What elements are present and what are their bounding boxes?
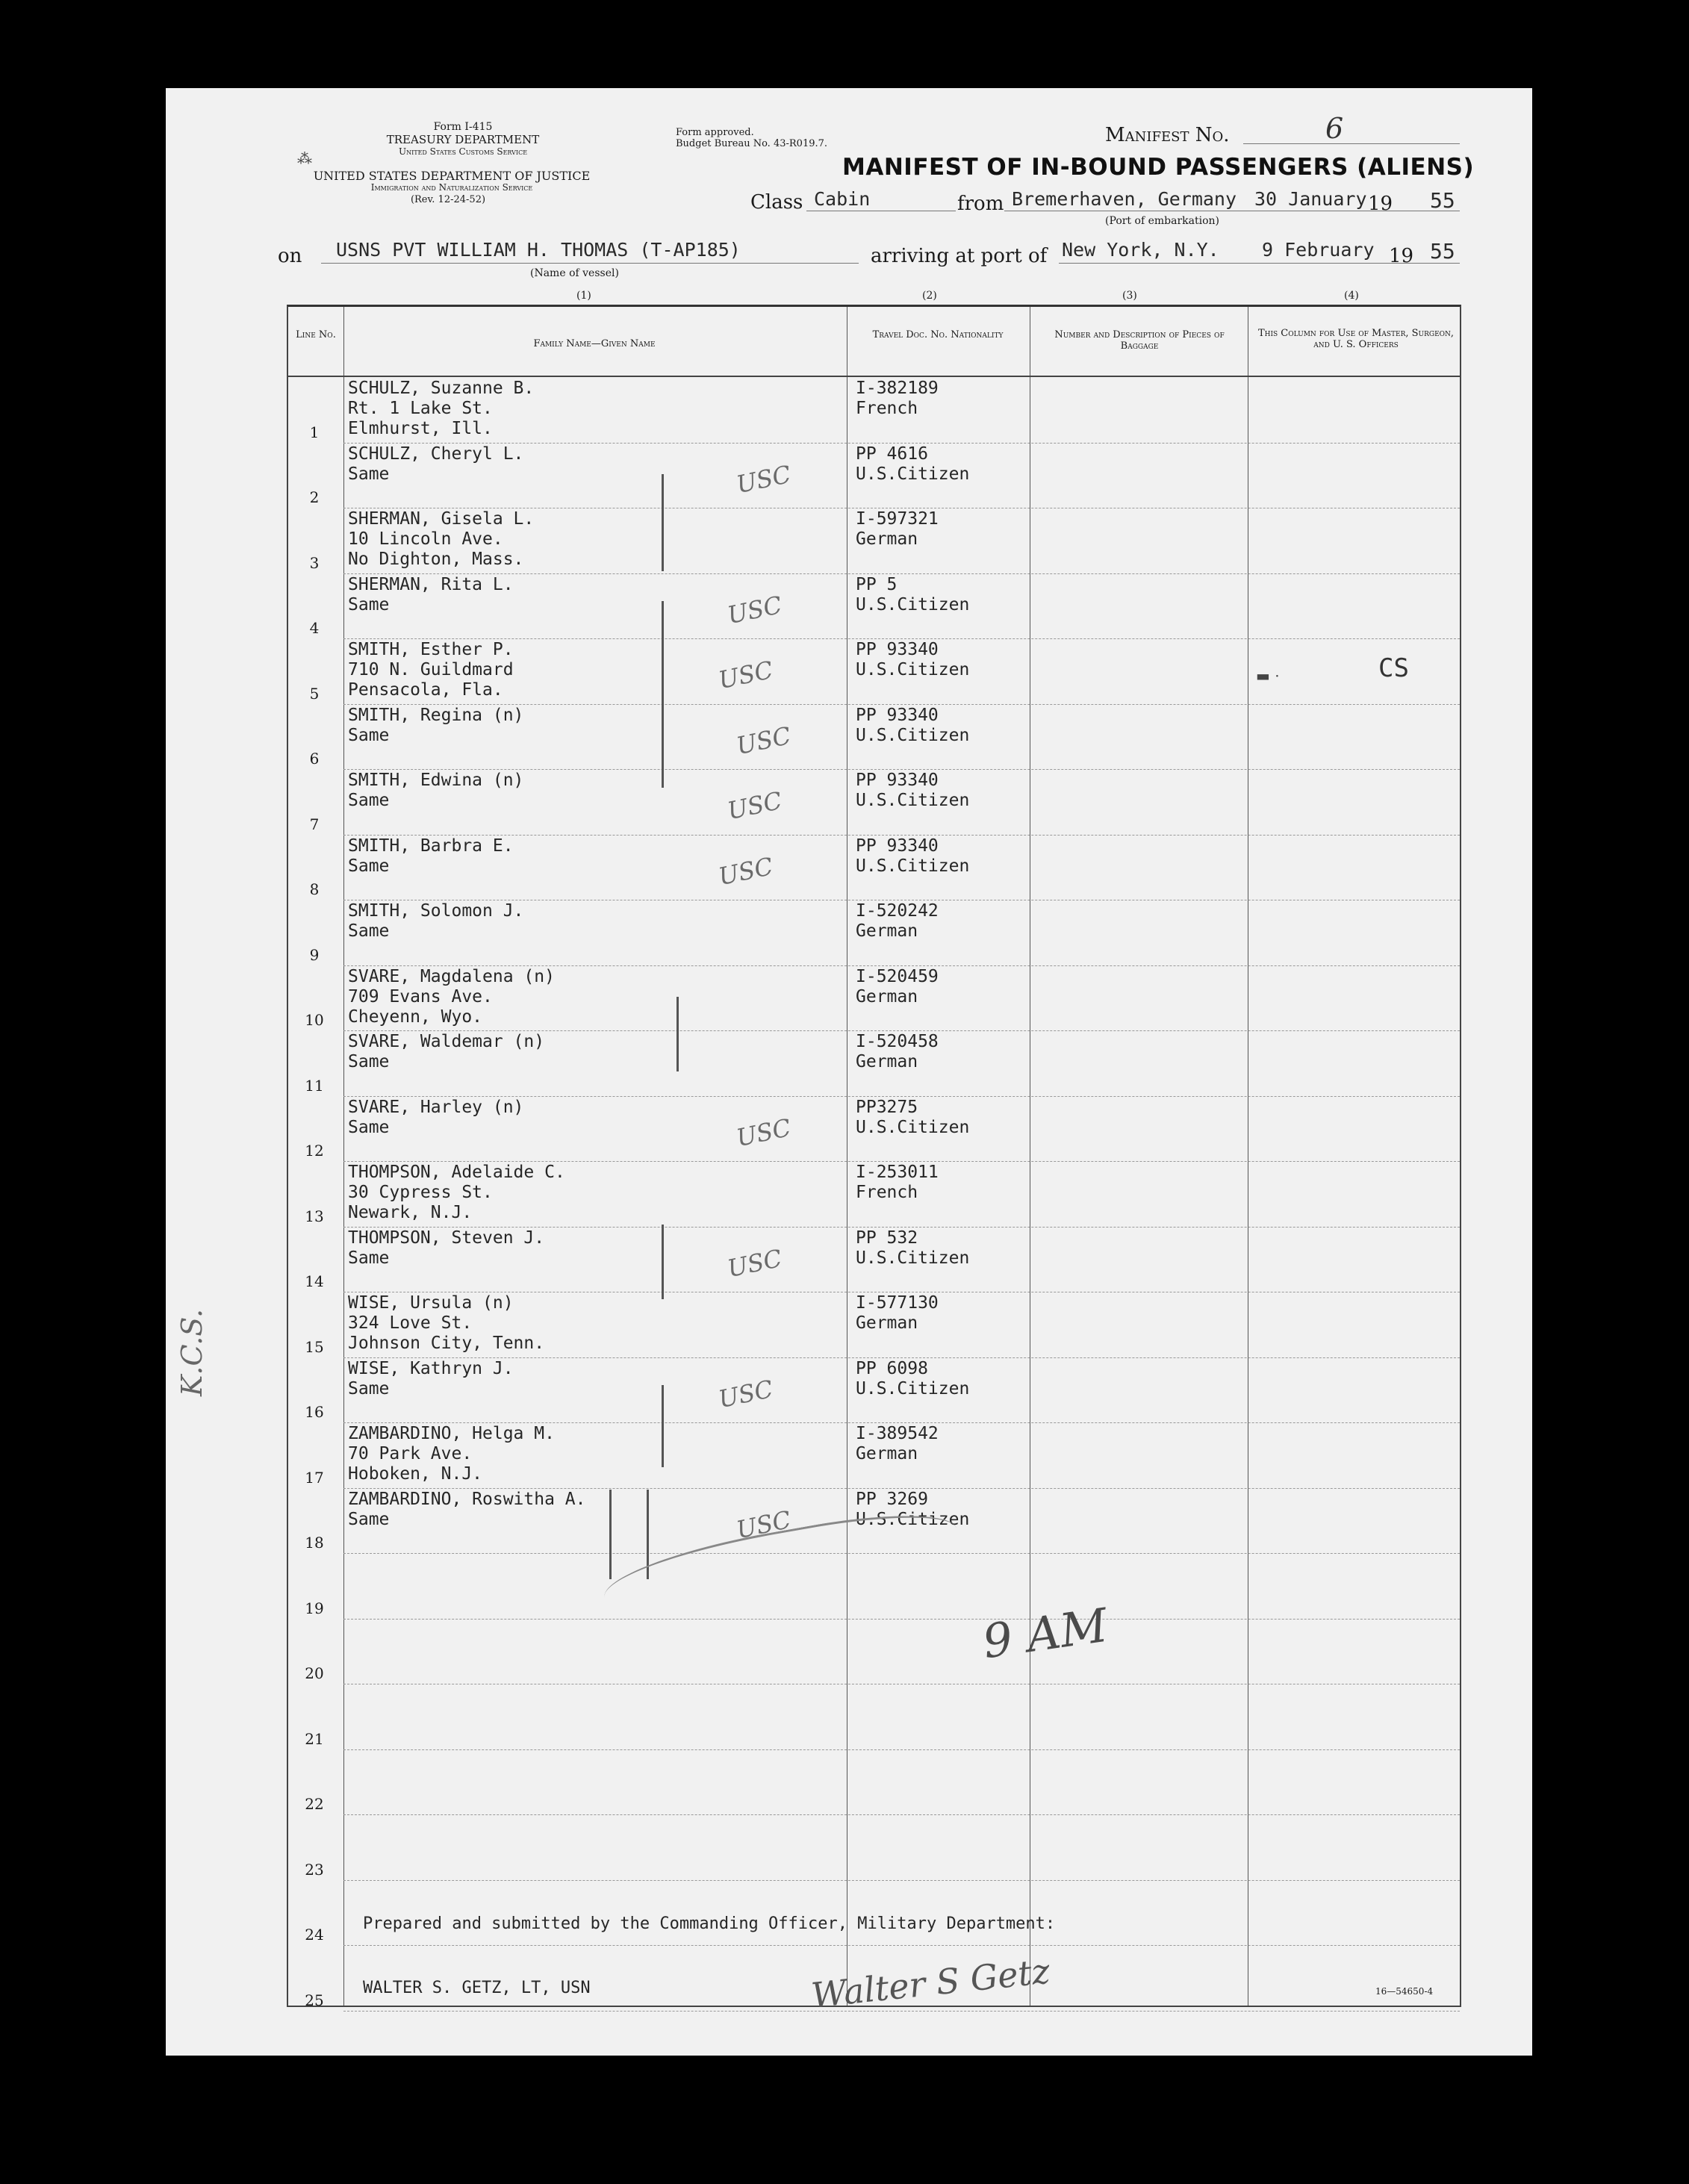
handwritten-time: 9 AM (979, 1597, 1111, 1670)
arrival-port: New York, N.Y. (1062, 239, 1219, 261)
usc-mark: USC (733, 459, 794, 499)
vessel-name: USNS PVT WILLIAM H. THOMAS (T-AP185) (336, 239, 741, 261)
travel-doc: I-382189 French (856, 379, 939, 418)
treasury-dept: TREASURY DEPARTMENT (386, 133, 540, 146)
line-number: 11 (305, 1076, 324, 1095)
passenger-name: SHERMAN, Gisela L. 10 Lincoln Ave. No Dighton, Mass. (348, 509, 535, 569)
form-number: Form I-415 (433, 121, 493, 133)
usc-mark: USC (724, 590, 785, 629)
line-number: 4 (309, 619, 320, 637)
line-number: 24 (305, 1926, 324, 1944)
usc-mark: USC (733, 721, 794, 760)
form-code: 16—54650-4 (1375, 1986, 1434, 1997)
passenger-name: ZAMBARDINO, Roswitha A. Same (348, 1489, 586, 1529)
row-line (343, 1488, 1460, 1489)
line-number: 8 (309, 880, 320, 898)
row-line (343, 1030, 1460, 1031)
header-travel-doc: Travel Doc. No. Nationality (872, 329, 1004, 340)
row-line (343, 965, 1460, 966)
embark-year: 55 (1430, 188, 1455, 213)
on-label: on (278, 245, 302, 267)
passenger-name: SMITH, Edwina (n) Same (348, 771, 524, 810)
line-number: 23 (305, 1860, 324, 1879)
row-line (343, 1749, 1460, 1750)
officer-dash-mark: ▬ · (1256, 667, 1280, 685)
passenger-name: SVARE, Magdalena (n) 709 Evans Ave. Cheyenn, Wyo. (348, 966, 555, 1027)
row-line (343, 1422, 1460, 1423)
passenger-name: SMITH, Barbra E. Same (348, 836, 514, 876)
travel-doc: PP 3269 U.S.Citizen (856, 1489, 970, 1529)
passenger-name: THOMPSON, Adelaide C. 30 Cypress St. Newark, N.J. (348, 1163, 565, 1222)
pencil-tick (662, 721, 664, 788)
header-name: Family Name—Given Name (533, 338, 656, 349)
row-line (343, 638, 1460, 639)
officer-mark: CS (1378, 653, 1409, 683)
line-number: 9 (309, 945, 320, 964)
arriving-label: arriving at port of (871, 245, 1048, 267)
passenger-name: SMITH, Regina (n) Same (348, 705, 524, 745)
justice-dept: UNITED STATES DEPARTMENT OF JUSTICE (313, 169, 591, 183)
pencil-tick (662, 474, 664, 571)
usc-mark: USC (724, 1243, 785, 1283)
passenger-name: SCHULZ, Cheryl L. Same (348, 444, 524, 484)
passenger-name: THOMPSON, Steven J. Same (348, 1228, 545, 1268)
line-number: 1 (309, 423, 320, 441)
usc-mark: USC (724, 785, 785, 826)
line-number: 17 (305, 1468, 324, 1487)
passenger-name: SHERMAN, Rita L. Same (348, 574, 514, 615)
row-line (343, 704, 1460, 705)
row-line (343, 1357, 1460, 1358)
embark-date: 30 January (1254, 188, 1367, 210)
row-line (343, 1227, 1460, 1228)
ins-service: Immigration and Naturalization Service (370, 182, 533, 193)
line-number: 20 (305, 1664, 324, 1682)
pencil-tick (662, 1225, 664, 1299)
customs-service: United States Customs Service (398, 146, 528, 157)
header-baggage: Number and Description of Pieces of Baggage (1054, 329, 1225, 352)
row-line (343, 1096, 1460, 1097)
arrival-year-prefix: 19 (1389, 245, 1414, 267)
line-number: 14 (305, 1272, 324, 1290)
travel-doc: I-389542 German (856, 1424, 939, 1463)
line-number: 2 (309, 488, 320, 506)
col-number-1: (1) (576, 290, 591, 302)
header-officers: This Column for Use of Master, Surgeon, and U. S. Officers (1257, 328, 1455, 350)
usc-mark: USC (715, 655, 776, 695)
row-line (343, 1880, 1460, 1881)
officer-name: WALTER S. GETZ, LT, USN (363, 1979, 591, 1997)
travel-doc: PP 93340 U.S.Citizen (856, 705, 970, 745)
col-number-3: (3) (1122, 290, 1137, 302)
manifest-number: 6 (1325, 112, 1344, 145)
vessel-caption: (Name of vessel) (530, 267, 619, 279)
row-line (343, 443, 1460, 444)
passenger-name: SVARE, Harley (n) Same (348, 1097, 524, 1137)
passenger-name: ZAMBARDINO, Helga M. 70 Park Ave. Hoboken, N.J. (348, 1424, 555, 1484)
pencil-tick (662, 1385, 664, 1467)
travel-doc: PP 4616 U.S.Citizen (856, 444, 970, 484)
travel-doc: I-597321 German (856, 509, 939, 549)
usc-mark: USC (733, 1113, 794, 1152)
pencil-tick (609, 1490, 612, 1579)
vessel-line (321, 263, 859, 264)
line-number: 16 (305, 1403, 324, 1421)
line-number: 6 (309, 750, 320, 768)
line-number: 19 (305, 1599, 324, 1617)
header-line-no: Line No. (296, 329, 336, 340)
class-value: Cabin (814, 188, 871, 210)
line-number: 5 (309, 684, 320, 703)
travel-doc: I-520459 German (856, 966, 939, 1007)
passenger-table (287, 305, 1461, 2016)
embark-port: Bremerhaven, Germany (1012, 188, 1237, 210)
col-number-2: (2) (922, 290, 937, 302)
row-line (343, 2011, 1460, 2012)
travel-doc: PP 532 U.S.Citizen (856, 1228, 970, 1268)
usc-mark: USC (715, 1374, 776, 1413)
travel-doc: PP 93340 U.S.Citizen (856, 640, 970, 679)
eagle-icon: ⁂ (297, 149, 312, 167)
margin-note: K.C.S. (175, 1308, 208, 1396)
row-line (343, 769, 1460, 770)
embark-year-prefix: 19 (1368, 193, 1393, 215)
from-label: from (957, 193, 1004, 215)
prepared-statement: Prepared and submitted by the Commanding Officer, Military Department: (363, 1914, 1056, 1933)
line-number: 18 (305, 1534, 324, 1552)
port-caption: (Port of embarkation) (1105, 215, 1219, 227)
passenger-name: SMITH, Esther P. 710 N. Guildmard Pensacola, Fla. (348, 640, 514, 700)
travel-doc: I-520242 German (856, 901, 939, 941)
passenger-name: SVARE, Waldemar (n) Same (348, 1032, 545, 1071)
usc-mark: USC (733, 1505, 794, 1544)
line-number: 7 (309, 815, 320, 833)
revision: (Rev. 12-24-52) (410, 194, 486, 205)
row-line (343, 1945, 1460, 1946)
col-divider (343, 307, 344, 2006)
passenger-name: SMITH, Solomon J. Same (348, 901, 524, 941)
travel-doc: PP 93340 U.S.Citizen (856, 771, 970, 810)
travel-doc: I-253011 French (856, 1163, 939, 1202)
travel-doc: PP 6098 U.S.Citizen (856, 1358, 970, 1399)
passenger-name: SCHULZ, Suzanne B. Rt. 1 Lake St. Elmhurst, Ill. (348, 379, 535, 438)
row-line (343, 1619, 1460, 1620)
passenger-name: WISE, Ursula (n) 324 Love St. Johnson City, Tenn. (348, 1293, 545, 1353)
manifest-label: Manifest No. (1105, 124, 1230, 146)
row-line (343, 1814, 1460, 1815)
class-label: Class (750, 191, 803, 214)
row-line (343, 1161, 1460, 1162)
travel-doc: I-577130 German (856, 1293, 939, 1333)
pencil-tick (676, 997, 679, 1071)
travel-doc: I-520458 German (856, 1032, 939, 1071)
line-number: 13 (305, 1207, 324, 1225)
arrival-year: 55 (1430, 239, 1455, 264)
officer-signature: Walter S Getz (809, 1950, 1052, 2016)
page-title: MANIFEST OF IN-BOUND PASSENGERS (ALIENS) (842, 154, 1475, 181)
col-number-4: (4) (1344, 290, 1359, 302)
manifest-no-line (1243, 142, 1460, 144)
form-approved: Form approved. (676, 127, 754, 138)
row-line (343, 835, 1460, 836)
travel-doc: PP3275 U.S.Citizen (856, 1097, 970, 1137)
line-number: 12 (305, 1142, 324, 1160)
line-number: 3 (309, 553, 320, 572)
travel-doc: PP 5 U.S.Citizen (856, 574, 970, 615)
line-number: 10 (305, 1011, 324, 1029)
travel-doc: PP 93340 U.S.Citizen (856, 836, 970, 876)
line-number: 21 (305, 1729, 324, 1748)
line-number: 15 (305, 1337, 324, 1356)
budget-bureau: Budget Bureau No. 43-R019.7. (676, 138, 828, 149)
usc-mark: USC (715, 851, 776, 891)
header-rule (288, 376, 1460, 377)
passenger-name: WISE, Kathryn J. Same (348, 1358, 514, 1399)
line-number: 25 (305, 1991, 324, 2009)
row-line (343, 573, 1460, 574)
arrival-date: 9 February (1262, 239, 1375, 261)
line-number: 22 (305, 1795, 324, 1813)
